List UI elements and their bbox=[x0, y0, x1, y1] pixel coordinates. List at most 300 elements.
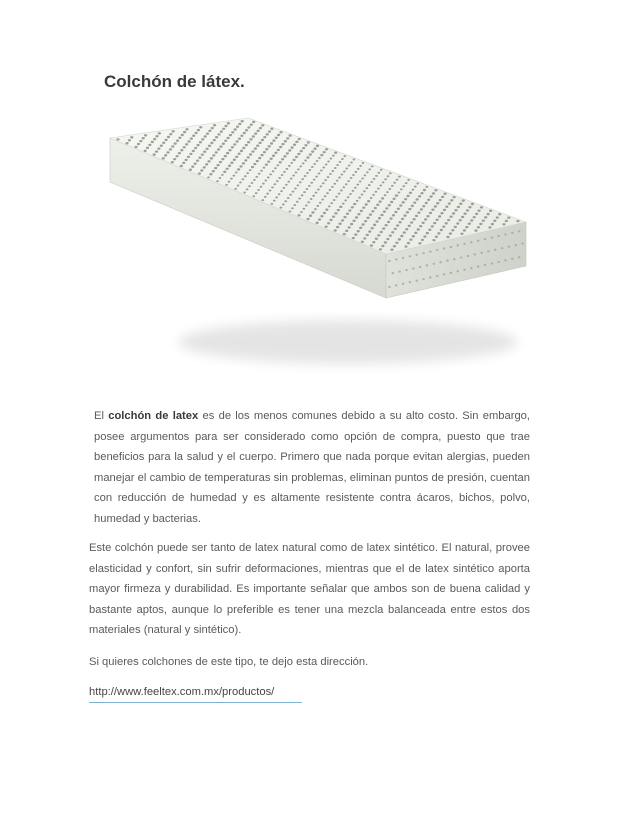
perforation-hole bbox=[352, 220, 355, 222]
perforation-hole bbox=[183, 146, 186, 148]
perforation-hole bbox=[380, 214, 383, 216]
perforation-hole bbox=[470, 267, 473, 269]
perforation-hole bbox=[318, 173, 321, 175]
perforation-hole bbox=[304, 144, 307, 146]
perforation-hole bbox=[137, 143, 140, 145]
perforation-hole bbox=[332, 155, 335, 157]
perforation-hole bbox=[420, 192, 423, 194]
perforation-hole bbox=[378, 217, 381, 219]
perforation-hole bbox=[401, 218, 404, 220]
perforation-hole bbox=[352, 237, 355, 239]
perforation-hole bbox=[139, 140, 142, 142]
perforation-hole bbox=[394, 211, 397, 213]
perforation-hole bbox=[222, 142, 225, 144]
perforation-hole bbox=[284, 140, 287, 142]
perforation-hole bbox=[491, 236, 494, 238]
perforation-hole bbox=[435, 236, 438, 238]
perforation-hole bbox=[343, 233, 346, 235]
perforation-hole bbox=[248, 185, 251, 187]
perforation-hole bbox=[436, 249, 439, 251]
perforation-hole bbox=[279, 161, 282, 163]
perforation-hole bbox=[176, 139, 179, 141]
perforation-hole bbox=[521, 242, 524, 244]
perforation-hole bbox=[382, 227, 385, 229]
perforation-hole bbox=[417, 228, 420, 230]
perforation-hole bbox=[240, 150, 243, 152]
perforation-hole bbox=[456, 222, 459, 224]
perforation-hole bbox=[377, 188, 380, 190]
perforation-hole bbox=[274, 183, 277, 185]
perforation-hole bbox=[389, 234, 392, 236]
perforation-hole bbox=[270, 157, 273, 159]
perforation-hole bbox=[226, 137, 229, 139]
perforation-hole bbox=[368, 230, 371, 232]
perforation-hole bbox=[284, 200, 287, 202]
perforation-hole bbox=[291, 207, 294, 209]
perforation-hole bbox=[388, 260, 391, 262]
perforation-hole bbox=[153, 138, 156, 140]
perforation-hole bbox=[169, 148, 172, 150]
perforation-hole bbox=[289, 134, 292, 136]
perforation-hole bbox=[450, 199, 453, 201]
perforation-hole bbox=[390, 249, 393, 251]
perforation-hole bbox=[436, 202, 439, 204]
perforation-hole bbox=[273, 200, 276, 202]
perforation-hole bbox=[172, 130, 175, 132]
perforation-hole bbox=[274, 167, 277, 169]
perforation-hole bbox=[370, 181, 373, 183]
perforation-hole bbox=[289, 210, 292, 212]
perforation-hole bbox=[470, 219, 473, 221]
perforation-hole bbox=[418, 195, 421, 197]
perforation-hole bbox=[487, 250, 490, 252]
perforation-hole bbox=[272, 155, 275, 157]
perforation-hole bbox=[255, 192, 258, 194]
mattress-illustration bbox=[98, 110, 538, 390]
perforation-hole bbox=[303, 191, 306, 193]
perforation-hole bbox=[348, 226, 351, 228]
perforation-hole bbox=[341, 219, 344, 221]
perforation-hole bbox=[452, 212, 455, 214]
perforation-hole bbox=[203, 166, 206, 168]
perforation-hole bbox=[315, 222, 318, 224]
perforation-hole bbox=[377, 234, 380, 236]
perforation-hole bbox=[242, 162, 245, 164]
perforation-hole bbox=[307, 141, 310, 143]
perforation-hole bbox=[201, 153, 204, 155]
perforation-hole bbox=[254, 132, 257, 134]
perforation-hole bbox=[457, 206, 460, 208]
perforation-hole bbox=[388, 286, 391, 288]
perforation-hole bbox=[460, 256, 463, 258]
perforation-hole bbox=[225, 184, 228, 186]
perforation-hole bbox=[116, 138, 119, 140]
paragraph-bold-term: colchón de latex bbox=[108, 410, 199, 422]
perforation-hole bbox=[360, 210, 363, 212]
perforation-hole bbox=[345, 183, 348, 185]
perforation-hole bbox=[370, 244, 373, 246]
perforation-hole bbox=[338, 193, 341, 195]
perforation-hole bbox=[343, 216, 346, 218]
perforation-hole bbox=[384, 241, 387, 243]
perforation-hole bbox=[442, 225, 445, 227]
perforation-hole bbox=[395, 242, 398, 244]
perforation-hole bbox=[250, 123, 253, 125]
perforation-hole bbox=[448, 202, 451, 204]
perforation-hole bbox=[260, 154, 263, 156]
perforation-hole bbox=[253, 179, 256, 181]
perforation-hole bbox=[270, 128, 273, 130]
perforation-hole bbox=[279, 146, 282, 148]
perforation-hole bbox=[180, 149, 183, 151]
paragraph-intro-text: El bbox=[94, 410, 109, 422]
perforation-hole bbox=[487, 213, 490, 215]
perforation-hole bbox=[384, 194, 387, 196]
perforation-hole bbox=[332, 170, 335, 172]
perforation-hole bbox=[187, 156, 190, 158]
perforation-hole bbox=[330, 202, 333, 204]
perforation-hole bbox=[459, 203, 462, 205]
perforation-hole bbox=[309, 215, 312, 217]
perforation-hole bbox=[146, 147, 149, 149]
perforation-hole bbox=[309, 153, 312, 155]
perforation-hole bbox=[446, 236, 449, 238]
perforation-hole bbox=[306, 218, 309, 220]
perforation-hole bbox=[450, 272, 453, 274]
perforation-hole bbox=[247, 156, 250, 158]
perforation-hole bbox=[228, 181, 231, 183]
perforation-hole bbox=[166, 151, 169, 153]
perforation-hole bbox=[433, 222, 436, 224]
perforation-hole bbox=[316, 145, 319, 147]
perforation-hole bbox=[164, 154, 167, 156]
perforation-hole bbox=[185, 128, 188, 130]
perforation-hole bbox=[297, 184, 300, 186]
perforation-hole bbox=[356, 200, 359, 202]
perforation-hole bbox=[215, 136, 218, 138]
perforation-hole bbox=[372, 194, 375, 196]
perforation-hole bbox=[226, 152, 229, 154]
perforation-hole bbox=[392, 214, 395, 216]
perforation-hole bbox=[255, 176, 258, 178]
perforation-hole bbox=[230, 178, 233, 180]
perforation-hole bbox=[213, 124, 216, 126]
perforation-hole bbox=[267, 176, 270, 178]
perforation-hole bbox=[192, 135, 195, 137]
paragraph-latex-intro bbox=[94, 406, 530, 530]
perforation-hole bbox=[237, 185, 240, 187]
perforation-hole bbox=[185, 143, 188, 145]
perforation-hole bbox=[324, 195, 327, 197]
perforation-hole bbox=[343, 155, 346, 157]
perforation-hole bbox=[491, 262, 494, 264]
perforation-hole bbox=[365, 203, 368, 205]
perforation-hole bbox=[191, 165, 194, 167]
perforation-hole bbox=[504, 259, 507, 261]
perforation-hole bbox=[392, 272, 395, 274]
perforation-hole bbox=[350, 223, 353, 225]
perforation-hole bbox=[398, 270, 401, 272]
perforation-hole bbox=[311, 166, 314, 168]
link-underline bbox=[89, 702, 302, 703]
perforation-hole bbox=[233, 159, 236, 161]
perforation-hole bbox=[280, 190, 283, 192]
perforation-hole bbox=[375, 238, 378, 240]
perforation-hole bbox=[189, 153, 192, 155]
perforation-hole bbox=[449, 232, 452, 234]
perforation-hole bbox=[297, 168, 300, 170]
perforation-hole bbox=[157, 147, 160, 149]
perforation-hole bbox=[456, 270, 459, 272]
perforation-hole bbox=[468, 206, 471, 208]
perforation-hole bbox=[196, 159, 199, 161]
perforation-hole bbox=[387, 175, 390, 177]
perforation-hole bbox=[375, 191, 378, 193]
perforation-hole bbox=[155, 150, 158, 152]
perforation-hole bbox=[419, 225, 422, 227]
perforation-hole bbox=[326, 192, 329, 194]
perforation-hole bbox=[353, 159, 356, 161]
perforation-hole bbox=[190, 137, 193, 139]
perforation-hole bbox=[294, 187, 297, 189]
perforation-hole bbox=[178, 137, 181, 139]
perforation-hole bbox=[341, 158, 344, 160]
perforation-hole bbox=[329, 219, 332, 221]
perforation-hole bbox=[247, 141, 250, 143]
perforation-hole bbox=[303, 208, 306, 210]
perforation-hole bbox=[292, 159, 295, 161]
perforation-hole bbox=[429, 276, 432, 278]
perforation-hole bbox=[319, 185, 322, 187]
perforation-hole bbox=[493, 220, 496, 222]
perforation-hole bbox=[297, 153, 300, 155]
perforation-hole bbox=[350, 161, 353, 163]
perforation-hole bbox=[125, 142, 128, 144]
perforation-hole bbox=[258, 142, 261, 144]
perforation-hole bbox=[359, 227, 362, 229]
perforation-hole bbox=[379, 200, 382, 202]
perforation-hole bbox=[286, 137, 289, 139]
perforation-hole bbox=[219, 177, 222, 179]
perforation-hole bbox=[251, 182, 254, 184]
perforation-hole bbox=[167, 136, 170, 138]
perforation-hole bbox=[354, 233, 357, 235]
perforation-hole bbox=[253, 163, 256, 165]
perforation-hole bbox=[365, 187, 368, 189]
product-link[interactable]: http://www.feeltex.com.mx/productos/ bbox=[89, 686, 275, 698]
perforation-hole bbox=[410, 221, 413, 223]
perforation-hole bbox=[334, 212, 337, 214]
perforation-hole bbox=[144, 150, 147, 152]
perforation-hole bbox=[275, 196, 278, 198]
perforation-hole bbox=[311, 211, 314, 213]
perforation-hole bbox=[231, 146, 234, 148]
perforation-hole bbox=[171, 161, 174, 163]
perforation-hole bbox=[243, 132, 246, 134]
perforation-hole bbox=[407, 179, 410, 181]
perforation-hole bbox=[194, 162, 197, 164]
perforation-hole bbox=[134, 146, 137, 148]
perforation-hole bbox=[215, 151, 218, 153]
perforation-hole bbox=[504, 233, 507, 235]
perforation-hole bbox=[422, 205, 425, 207]
perforation-hole bbox=[389, 188, 392, 190]
perforation-hole bbox=[242, 147, 245, 149]
perforation-hole bbox=[216, 164, 219, 166]
perforation-hole bbox=[373, 224, 376, 226]
perforation-hole bbox=[337, 209, 340, 211]
perforation-hole bbox=[271, 186, 274, 188]
perforation-hole bbox=[317, 188, 320, 190]
perforation-hole bbox=[376, 204, 379, 206]
perforation-hole bbox=[348, 209, 351, 211]
perforation-hole bbox=[220, 130, 223, 132]
perforation-hole bbox=[298, 138, 301, 140]
perforation-hole bbox=[346, 213, 349, 215]
perforation-hole bbox=[336, 226, 339, 228]
perforation-hole bbox=[450, 246, 453, 248]
perforation-hole bbox=[488, 226, 491, 228]
perforation-hole bbox=[160, 145, 163, 147]
perforation-hole bbox=[415, 280, 418, 282]
perforation-hole bbox=[289, 194, 292, 196]
perforation-hole bbox=[446, 260, 449, 262]
perforation-hole bbox=[251, 166, 254, 168]
perforation-hole bbox=[431, 208, 434, 210]
perforation-hole bbox=[400, 235, 403, 237]
perforation-hole bbox=[299, 181, 302, 183]
perforation-hole bbox=[245, 144, 248, 146]
perforation-hole bbox=[322, 166, 325, 168]
perforation-hole bbox=[151, 141, 154, 143]
perforation-hole bbox=[332, 215, 335, 217]
perforation-hole bbox=[419, 266, 422, 268]
perforation-hole bbox=[400, 188, 403, 190]
paragraph-call-to-action: Si quieres colchones de este tipo, te dejo esta dirección. bbox=[89, 656, 369, 668]
perforation-hole bbox=[498, 213, 501, 215]
perforation-hole bbox=[424, 218, 427, 220]
perforation-hole bbox=[265, 163, 268, 165]
perforation-hole bbox=[278, 177, 281, 179]
perforation-hole bbox=[345, 167, 348, 169]
perforation-hole bbox=[219, 161, 222, 163]
perforation-hole bbox=[356, 184, 359, 186]
perforation-hole bbox=[399, 204, 402, 206]
perforation-hole bbox=[431, 225, 434, 227]
perforation-hole bbox=[414, 186, 417, 188]
perforation-hole bbox=[434, 205, 437, 207]
perforation-hole bbox=[261, 199, 264, 201]
perforation-hole bbox=[387, 221, 390, 223]
perforation-hole bbox=[320, 169, 323, 171]
perforation-hole bbox=[454, 209, 457, 211]
perforation-hole bbox=[256, 130, 259, 132]
perforation-hole bbox=[375, 220, 378, 222]
perforation-hole bbox=[501, 247, 504, 249]
perforation-hole bbox=[221, 174, 224, 176]
perforation-hole bbox=[252, 135, 255, 137]
perforation-hole bbox=[439, 199, 442, 201]
perforation-hole bbox=[283, 155, 286, 157]
perforation-hole bbox=[344, 199, 347, 201]
perforation-hole bbox=[348, 164, 351, 166]
perforation-hole bbox=[342, 203, 345, 205]
perforation-hole bbox=[325, 225, 328, 227]
perforation-hole bbox=[477, 240, 480, 242]
perforation-hole bbox=[477, 265, 480, 267]
perforation-hole bbox=[260, 170, 263, 172]
perforation-hole bbox=[403, 231, 406, 233]
perforation-hole bbox=[398, 238, 401, 240]
perforation-hole bbox=[436, 275, 439, 277]
perforation-hole bbox=[428, 229, 431, 231]
perforation-hole bbox=[212, 170, 215, 172]
perforation-hole bbox=[338, 177, 341, 179]
perforation-hole bbox=[280, 207, 283, 209]
perforation-hole bbox=[219, 145, 222, 147]
perforation-hole bbox=[306, 188, 309, 190]
perforation-hole bbox=[237, 168, 240, 170]
perforation-hole bbox=[236, 140, 239, 142]
perforation-hole bbox=[319, 202, 322, 204]
perforation-hole bbox=[368, 184, 371, 186]
perforation-hole bbox=[372, 241, 375, 243]
perforation-hole bbox=[175, 155, 178, 157]
perforation-hole bbox=[423, 235, 426, 237]
perforation-hole bbox=[162, 142, 165, 144]
perforation-hole bbox=[272, 139, 275, 141]
perforation-hole bbox=[298, 198, 301, 200]
perforation-hole bbox=[268, 130, 271, 132]
perforation-hole bbox=[266, 133, 269, 135]
perforation-hole bbox=[291, 146, 294, 148]
perforation-hole bbox=[395, 194, 398, 196]
perforation-hole bbox=[277, 134, 280, 136]
perforation-hole bbox=[518, 230, 521, 232]
perforation-hole bbox=[313, 163, 316, 165]
perforation-hole bbox=[345, 230, 348, 232]
perforation-hole bbox=[462, 199, 465, 201]
perforation-hole bbox=[386, 191, 389, 193]
perforation-hole bbox=[477, 226, 480, 228]
perforation-hole bbox=[359, 181, 362, 183]
perforation-hole bbox=[330, 158, 333, 160]
perforation-hole bbox=[205, 163, 208, 165]
perforation-hole bbox=[198, 156, 201, 158]
perforation-hole bbox=[297, 214, 300, 216]
perforation-hole bbox=[393, 245, 396, 247]
perforation-hole bbox=[427, 199, 430, 201]
perforation-hole bbox=[334, 152, 337, 154]
perforation-hole bbox=[307, 201, 310, 203]
perforation-hole bbox=[199, 126, 202, 128]
perforation-hole bbox=[241, 120, 244, 122]
perforation-hole bbox=[155, 135, 158, 137]
perforation-hole bbox=[408, 225, 411, 227]
perforation-hole bbox=[301, 178, 304, 180]
perforation-hole bbox=[251, 150, 254, 152]
perforation-hole bbox=[453, 258, 456, 260]
perforation-hole bbox=[473, 216, 476, 218]
paragraph-latex-types: Este colchón puede ser tanto de latex natural como de latex sintético. El natural, provee elasticidad y confort, sin sufrir deformaciones, mientras que el de latex sintético aporta mayor firmeza y durabilidad. Es importante señalar que ambos son de buena calidad y bastante aptos, aunque lo preferible es tener una mezcla balanceada entre estos dos materiales (natural y sintético). bbox=[89, 542, 530, 637]
perforation-hole bbox=[451, 229, 454, 231]
perforation-hole bbox=[391, 185, 394, 187]
perforation-hole bbox=[388, 204, 391, 206]
perforation-hole bbox=[185, 159, 188, 161]
perforation-hole bbox=[380, 169, 383, 171]
perforation-hole bbox=[306, 172, 309, 174]
perforation-hole bbox=[373, 178, 376, 180]
